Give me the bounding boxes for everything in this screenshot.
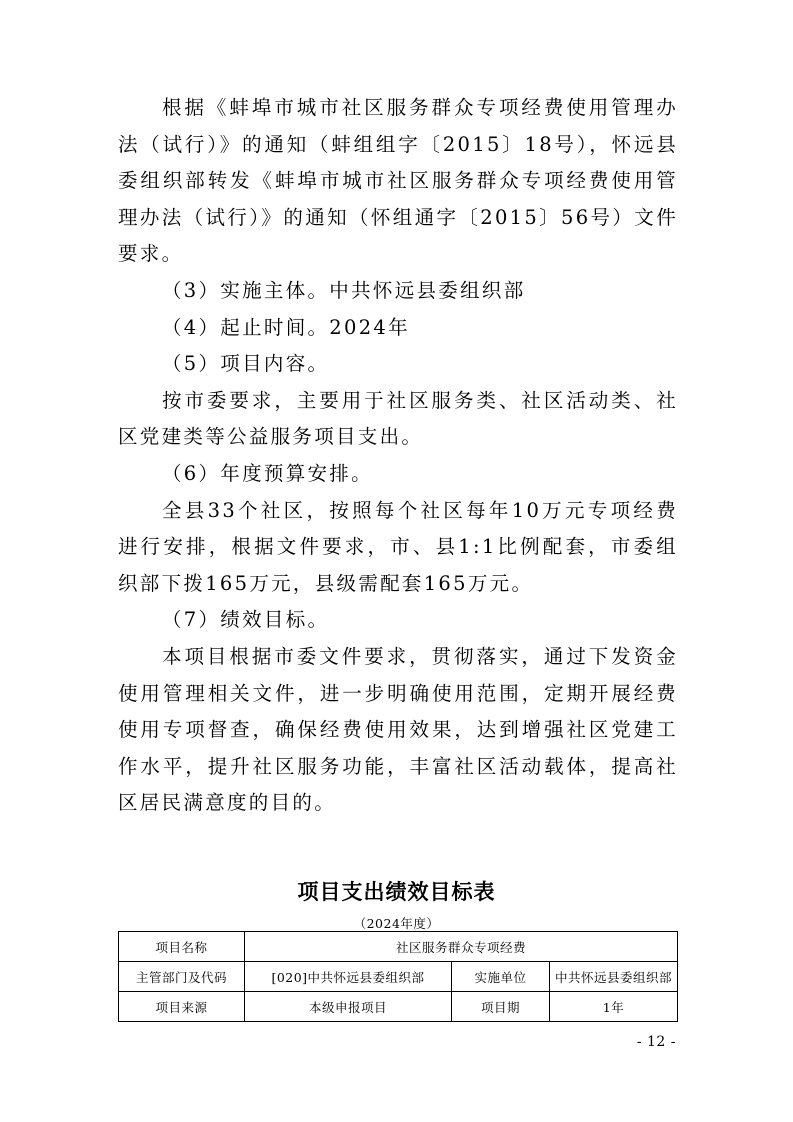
paragraph-content: 按市委要求，主要用于社区服务类、社区活动类、社区党建类等公益服务项目支出。 — [118, 388, 678, 449]
source-value: 本级申报项目 — [245, 992, 452, 1022]
paragraph-goal-heading: （7）绩效目标。 — [162, 608, 330, 632]
dept-value: [020]中共怀远县委组织部 — [245, 962, 452, 992]
paragraph-goal: 本项目根据市委文件要求，贯彻落实，通过下发资金使用管理相关文件，进一步明确使用范围，定期开展经费使用专项督查，确保经费使用效果，达到增强社区党建工作水平，提升社区服务功能，丰富社区活动载体，提高社区居民满意度的目的。 — [118, 644, 678, 815]
period-label: 项目期 — [452, 992, 550, 1022]
impl-label: 实施单位 — [452, 962, 550, 992]
dept-label: 主管部门及代码 — [119, 962, 245, 992]
table-year: （2024年度） — [353, 916, 440, 931]
impl-value: 中共怀远县委组织部 — [550, 962, 678, 992]
project-name-label: 项目名称 — [119, 932, 245, 962]
paragraph-budget-heading: （6）年度预算安排。 — [162, 461, 373, 485]
page-number: - 12 - — [636, 1034, 676, 1050]
table-row — [119, 992, 678, 1022]
performance-table — [118, 931, 678, 1022]
paragraph-budget: 全县33个社区，按照每个社区每年10万元专项经费进行安排，根据文件要求，市、县1:1比例配套，市委组织部下拨165万元，县级需配套165万元。 — [118, 498, 678, 595]
body-text — [118, 90, 678, 822]
table-title: 项目支出绩效目标表 — [297, 880, 496, 904]
paragraph-time: （4）起止时间。2024年 — [162, 315, 410, 339]
paragraph-basis: 根据《蚌埠市城市社区服务群众专项经费使用管理办法（试行）》的通知（蚌组组字〔2015〕18号），怀远县委组织部转发《蚌埠市城市社区服务群众专项经费使用管理办法（试行）》的通知（怀组通字〔2015〕56号）文件要求。 — [118, 96, 678, 266]
paragraph-content-heading: （5）项目内容。 — [162, 352, 330, 376]
table-row — [119, 932, 678, 962]
period-value: 1年 — [550, 992, 678, 1022]
source-label: 项目来源 — [119, 992, 245, 1022]
table-row — [119, 962, 678, 992]
project-name-value: 社区服务群众专项经费 — [245, 932, 678, 962]
paragraph-implementer: （3）实施主体。中共怀远县委组织部 — [162, 278, 526, 302]
